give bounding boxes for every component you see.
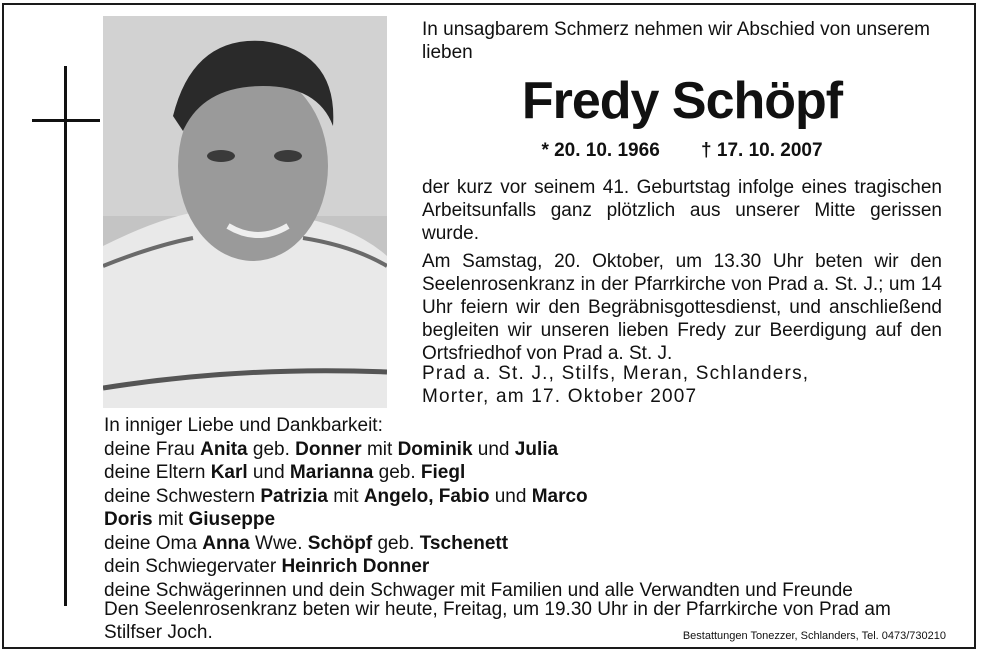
line-text: und bbox=[472, 438, 515, 460]
birth-date: * 20. 10. 1966 bbox=[541, 140, 660, 161]
life-dates bbox=[422, 140, 942, 162]
undertaker-contact: Bestattungen Tonezzer, Schlanders, Tel. 0473/730210 bbox=[682, 630, 946, 642]
mourner-line bbox=[104, 461, 964, 485]
line-text: mit bbox=[152, 509, 189, 530]
mourner-name: Marco bbox=[531, 485, 588, 507]
mourner-name: Julia bbox=[514, 438, 559, 460]
line-text: dein Schwiegervater bbox=[104, 556, 282, 577]
place-line-2: Morter, am 17. Oktober 2007 bbox=[422, 386, 698, 407]
line-text: deine Eltern bbox=[104, 462, 211, 483]
line-text: Wwe. bbox=[249, 532, 308, 554]
mourner-line bbox=[104, 555, 964, 579]
mourners-list bbox=[104, 414, 964, 602]
mourner-line: deine Schwägerinnen und dein Schwager mit Familien und alle Verwandten und Freunde bbox=[104, 579, 853, 601]
mourner-name: Patrizia bbox=[260, 485, 328, 507]
circumstances-paragraph: der kurz vor seinem 41. Geburtstag infolge eines tragischen Arbeitsunfalls ganz plötzlich aus unserer Mitte gerissen wurde. bbox=[422, 177, 942, 244]
mourners-heading: In inniger Liebe und Dankbarkeit: bbox=[104, 415, 383, 436]
mourner-name: Fiegl bbox=[420, 462, 466, 483]
mourner-name: Heinrich Donner bbox=[281, 556, 430, 577]
line-text: geb. bbox=[247, 438, 296, 460]
mourner-name: Tschenett bbox=[419, 532, 509, 554]
deceased-name: Fredy Schöpf bbox=[521, 72, 843, 130]
line-text: geb. bbox=[372, 532, 420, 554]
mourner-name: Dominik bbox=[397, 438, 473, 460]
mourner-name: Anna bbox=[202, 532, 250, 554]
line-text: und bbox=[247, 462, 290, 483]
mourner-name: Doris bbox=[104, 509, 153, 530]
line-text: deine Oma bbox=[104, 532, 203, 554]
funeral-details-paragraph: Am Samstag, 20. Oktober, um 13.30 Uhr beten wir den Seelenrosenkranz in der Pfarrkirche von Prad a. St. J.; um 14 Uhr feiern wir den Begräbnisgottesdienst, und anschließend begleiten wir unseren lieben Fredy zur Beerdigung auf den Ortsfriedhof von Prad a. St. J. bbox=[422, 251, 942, 364]
line-text: mit bbox=[361, 438, 398, 460]
mourner-line bbox=[104, 438, 964, 462]
mourner-name: Marianna bbox=[289, 462, 374, 483]
mourner-line bbox=[104, 508, 964, 532]
death-date: † 17. 10. 2007 bbox=[701, 140, 823, 161]
place-and-date bbox=[422, 362, 942, 408]
line-text: mit bbox=[327, 485, 364, 507]
portrait-photo bbox=[103, 16, 387, 408]
mourner-name: Karl bbox=[210, 462, 248, 483]
mourner-name: Anita bbox=[200, 438, 248, 460]
line-text: geb. bbox=[373, 462, 421, 483]
line-text: deine Frau bbox=[104, 438, 201, 460]
intro-text: In unsagbarem Schmerz nehmen wir Abschied von unserem lieben bbox=[422, 19, 930, 63]
rosary-announcement: Den Seelenrosenkranz beten wir heute, Freitag, um 19.30 Uhr in der Pfarrkirche von Prad am Stilfser Joch. bbox=[104, 599, 891, 643]
mourner-line bbox=[104, 485, 964, 509]
mourner-name: Angelo, Fabio bbox=[363, 485, 490, 507]
line-text: deine Schwestern bbox=[104, 485, 261, 507]
place-line-1: Prad a. St. J., Stilfs, Meran, Schlanders, bbox=[422, 363, 810, 384]
line-text: und bbox=[489, 485, 532, 507]
cross-icon-bar bbox=[32, 119, 100, 122]
mourner-name: Donner bbox=[295, 438, 362, 460]
mourner-name: Giuseppe bbox=[188, 509, 276, 530]
mourner-name: Schöpf bbox=[307, 532, 373, 554]
cross-icon bbox=[64, 66, 67, 606]
mourner-line bbox=[104, 532, 964, 556]
